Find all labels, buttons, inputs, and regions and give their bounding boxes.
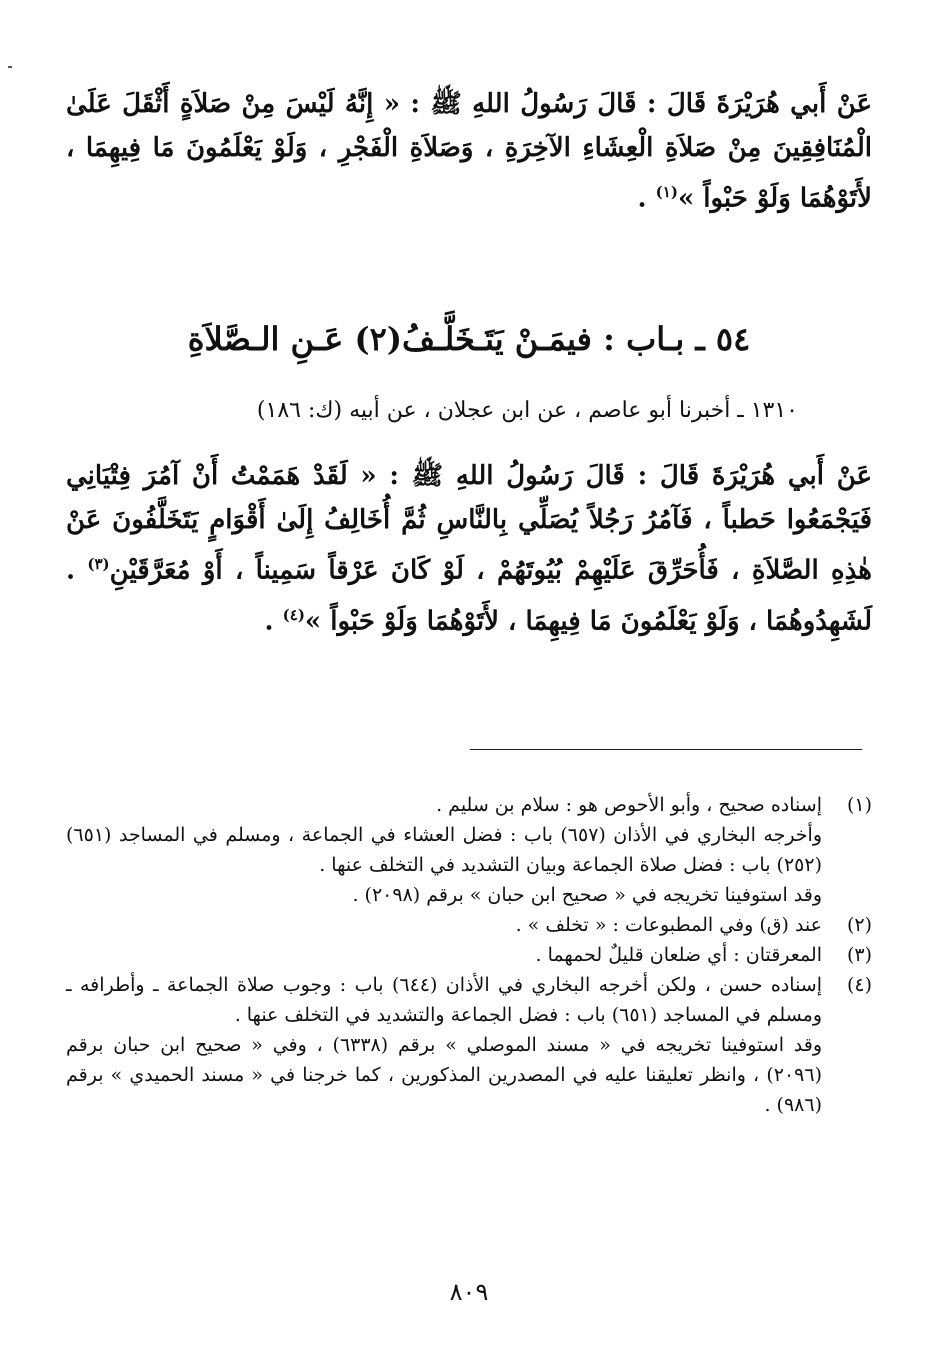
footnote-ref-3: (٣) xyxy=(87,555,110,573)
hadith-top-end: . xyxy=(637,183,647,214)
footnote-number: (٤) xyxy=(846,974,872,996)
footnote-line: المعرقتان : أي ضلعان قليلٌ لحمهما . xyxy=(535,944,822,966)
footnote-line: وقد استوفينا تخريجه في « مسند الموصلي » برقم (٦٣٣٨) ، وفي « صحيح ابن حبان برقم (٢٠٩٦) ، وانظر تعليقنا عليه في المصدرين المذكورين ، كما خرجنا في « مسند الحميدي » برقم (٩٨٦) . xyxy=(66,1034,822,1116)
footnote-separator xyxy=(470,749,862,750)
footnote-body xyxy=(66,940,822,970)
footnote-ref-4: (٤) xyxy=(282,605,305,624)
hadith-1310-paragraph: عَنْ أَبي هُرَيْرَةَ قَالَ : قَالَ رَسُولُ اللهِ ﷺ : « لَقَدْ هَمَمْتُ أَنْ آمُرَ فِتْيَانِي فَيَجْمَعُوا حَطباً ، فَآمُرُ رَجُلاً يُصَلِّي بِالنَّاسِ ثُمَّ أُخَالِفُ إِلَىٰ أَقْوَامٍ يَتَخَلَّفُونَ عَنْ هٰذِهِ الصَّلاَةِ ، فَأُحَرِّقَ عَلَيْهِمْ بُيُوتَهُمْ ، لَوْ كَانَ عَرْقاً سَمِيناً ، أَوْ مُعَرَّقَيْنِ$^{(٣)}$ . لَشَهِدُوهُمَا ، وَلَوْ يَعْلَمُونَ مَا فِيهِمَا ، لأَتَوْهُمَا وَلَوْ حَبْواً »$^{(٤)}$ . xyxy=(66,461,873,637)
footnote-number: (٢) xyxy=(846,914,872,936)
hadith-1310-end: . xyxy=(264,606,274,637)
hadith-top-paragraph xyxy=(66,82,872,221)
footnote-line: عند (ق) وفي المطبوعات : « تخلف » . xyxy=(515,914,822,936)
footnote-body xyxy=(66,910,822,940)
hadith-1310-text: عَنْ أَبي هُرَيْرَةَ قَالَ : قَالَ رَسُولُ اللهِ ﷺ : « لَقَدْ هَمَمْتُ أَنْ آمُرَ فِتْيَانِي فَيَجْمَعُوا حَطباً ، فَآمُرُ رَجُلاً يُصَلِّي بِالنَّاسِ ثُمَّ أُخَالِفُ إِلَىٰ أَقْوَامٍ يَتَخَلَّفُونَ عَنْ هٰذِهِ الصَّلاَةِ ، فَأُحَرِّقَ عَلَيْهِمْ بُيُوتَهُمْ ، لَوْ كَانَ عَرْقاً سَمِيناً ، أَوْ مُعَرَّقَيْنِ xyxy=(66,461,873,586)
hadith-1310-text-2: لَشَهِدُوهُمَا ، وَلَوْ يَعْلَمُونَ مَا فِيهِمَا ، لأَتَوْهُمَا وَلَوْ حَبْواً » xyxy=(304,606,872,637)
footnote-line: إسناده حسن ، ولكن أخرجه البخاري في الأذان (٦٤٤) باب : وجوب صلاة الجماعة ـ وأطرافه ـ ومسلم في المساجد (٦٥١) باب : فضل الجماعة والتشديد في التخلف عنها . xyxy=(66,974,822,1026)
footnote-line: وأخرجه البخاري في الأذان (٦٥٧) باب : فضل العشاء في الجماعة ، ومسلم في المساجد (٦٥١) (٢٥٢) باب : فضل صلاة الجماعة وبيان التشديد في التخلف عنها . xyxy=(66,824,822,876)
footnote-4 xyxy=(66,970,872,1120)
footnote-line: وقد استوفينا تخريجه في « صحيح ابن حبان » برقم (٢٠٩٨) . xyxy=(352,884,822,906)
hadith-1310 xyxy=(66,454,872,643)
footnote-body xyxy=(66,790,822,910)
chapter-heading: ٥٤ ـ بـاب : فيمَـنْ يَتَـخَلَّـفُ(٢) عَـنِ الـصَّلاَةِ xyxy=(187,320,751,358)
footnote-number: (٣) xyxy=(846,944,872,966)
page-number: ٨٠٩ xyxy=(449,1278,489,1306)
footnote-ref-1: (١) xyxy=(655,183,678,201)
scan-mark xyxy=(8,66,12,68)
footnote-number: (١) xyxy=(846,794,872,816)
footnote-line: إسناده صحيح ، وأبو الأحوص هو : سلام بن سليم . xyxy=(436,794,822,816)
hadith-top xyxy=(66,82,872,221)
footnote-body xyxy=(66,970,822,1120)
footnotes xyxy=(66,790,872,1120)
footnote-3 xyxy=(66,940,872,970)
isnad-1310: ١٣١٠ ـ أخبرنا أبو عاصم ، عن ابن عجلان ، عن أبيه (ك: ١٨٦) xyxy=(256,398,798,423)
footnote-1 xyxy=(66,790,872,910)
footnote-2 xyxy=(66,910,872,940)
hadith-top-text: عَنْ أَبي هُرَيْرَةَ قَالَ : قَالَ رَسُولُ اللهِ ﷺ : « إِنَّهُ لَيْسَ مِنْ صَلاَةٍ أَثْقَلَ عَلَىٰ الْمُنَافِقِينَ مِنْ صَلاَةِ الْعِشَاءِ الآخِرَةِ ، وَصَلاَةِ الْفَجْرِ ، وَلَوْ يَعْلَمُونَ مَا فِيهِمَا ، لأَتَوْهُمَا وَلَوْ حَبْواً » xyxy=(66,89,872,214)
